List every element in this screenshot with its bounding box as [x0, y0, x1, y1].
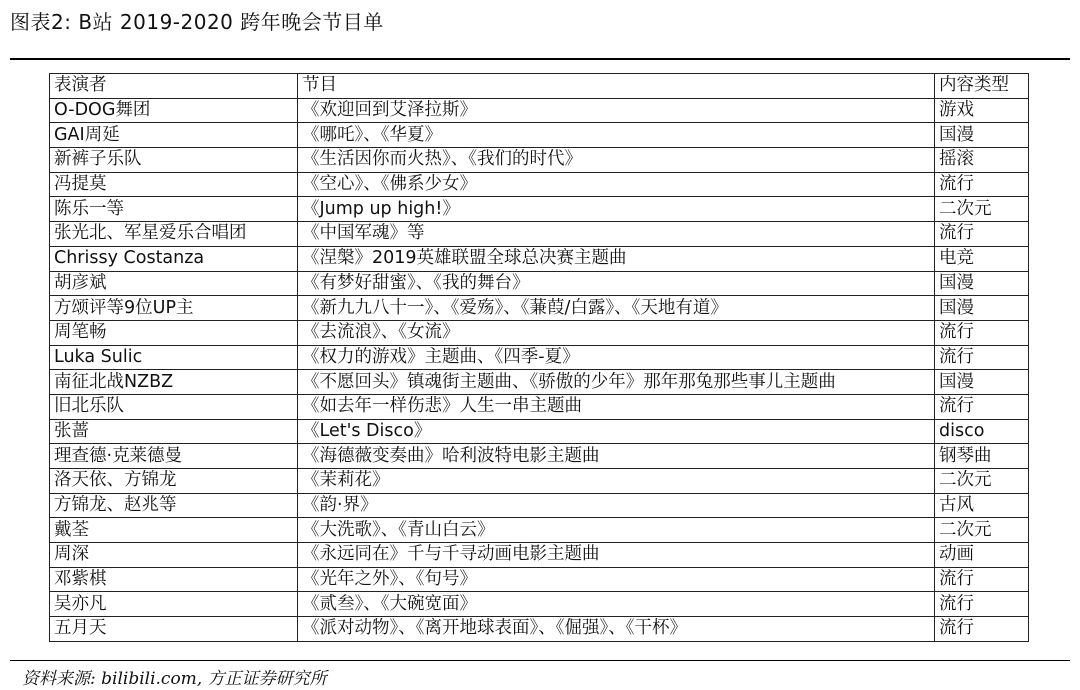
cell-performer: 旧北乐队: [50, 394, 298, 419]
cell-program: 《新九九八十一》、《爱殇》、《蒹葭/白露》、《天地有道》: [298, 296, 935, 321]
cell-program: 《有梦好甜蜜》、《我的舞台》: [298, 271, 935, 296]
cell-content-type: 流行: [935, 394, 1029, 419]
cell-content-type: 古风: [935, 493, 1029, 518]
cell-performer: 吴亦凡: [50, 592, 298, 617]
cell-performer: 邓紫棋: [50, 567, 298, 592]
cell-content-type: 流行: [935, 320, 1029, 345]
cell-content-type: 流行: [935, 592, 1029, 617]
cell-content-type: 摇滚: [935, 148, 1029, 173]
top-divider: [10, 58, 1070, 60]
cell-content-type: 流行: [935, 222, 1029, 247]
cell-program: 《光年之外》、《句号》: [298, 567, 935, 592]
cell-program: 《涅槃》2019英雄联盟全球总决赛主题曲: [298, 246, 935, 271]
cell-content-type: 动画: [935, 543, 1029, 568]
cell-content-type: disco: [935, 419, 1029, 444]
cell-content-type: 国漫: [935, 296, 1029, 321]
cell-performer: 周笔畅: [50, 320, 298, 345]
cell-performer: O-DOG舞团: [50, 98, 298, 123]
table-row: [50, 222, 1029, 247]
table-row: [50, 197, 1029, 222]
header-program: 节目: [298, 74, 935, 99]
source-note: 资料来源: bilibili.com, 方正证券研究所: [22, 669, 327, 689]
cell-program: 《贰叁》、《大碗宽面》: [298, 592, 935, 617]
cell-performer: 胡彦斌: [50, 271, 298, 296]
cell-program: 《生活因你而火热》、《我们的时代》: [298, 148, 935, 173]
cell-program: 《哪吒》、《华夏》: [298, 123, 935, 148]
cell-performer: 张光北、军星爱乐合唱团: [50, 222, 298, 247]
cell-performer: GAI周延: [50, 123, 298, 148]
table-header-row: [50, 74, 1029, 99]
cell-performer: Chrissy Costanza: [50, 246, 298, 271]
program-table-container: [49, 73, 1028, 642]
cell-content-type: 流行: [935, 345, 1029, 370]
table-row: [50, 493, 1029, 518]
table-row: [50, 296, 1029, 321]
cell-content-type: 流行: [935, 567, 1029, 592]
cell-content-type: 流行: [935, 617, 1029, 642]
table-row: [50, 592, 1029, 617]
table-row: [50, 148, 1029, 173]
cell-program: 《茉莉花》: [298, 469, 935, 494]
cell-content-type: 游戏: [935, 98, 1029, 123]
cell-performer: 南征北战NZBZ: [50, 370, 298, 395]
cell-performer: 理查德·克莱德曼: [50, 444, 298, 469]
table-row: [50, 320, 1029, 345]
table-row: [50, 246, 1029, 271]
cell-performer: 五月天: [50, 617, 298, 642]
cell-program: 《派对动物》、《离开地球表面》、《倔强》、《干杯》: [298, 617, 935, 642]
cell-performer: 陈乐一等: [50, 197, 298, 222]
cell-program: 《海德薇变奏曲》哈利波特电影主题曲: [298, 444, 935, 469]
table-row: [50, 419, 1029, 444]
cell-program: 《永远同在》千与千寻动画电影主题曲: [298, 543, 935, 568]
cell-content-type: 流行: [935, 172, 1029, 197]
cell-performer: 戴荃: [50, 518, 298, 543]
program-table: [49, 73, 1029, 642]
cell-performer: Luka Sulic: [50, 345, 298, 370]
figure-caption: 图表2: B站 2019-2020 跨年晚会节目单: [10, 10, 384, 34]
cell-program: 《中国军魂》等: [298, 222, 935, 247]
cell-program: 《欢迎回到艾泽拉斯》: [298, 98, 935, 123]
table-row: [50, 370, 1029, 395]
table-row: [50, 123, 1029, 148]
cell-performer: 冯提莫: [50, 172, 298, 197]
table-row: [50, 567, 1029, 592]
cell-performer: 洛天依、方锦龙: [50, 469, 298, 494]
table-row: [50, 617, 1029, 642]
table-row: [50, 394, 1029, 419]
cell-performer: 张蔷: [50, 419, 298, 444]
header-content-type: 内容类型: [935, 74, 1029, 99]
cell-content-type: 二次元: [935, 197, 1029, 222]
cell-content-type: 国漫: [935, 370, 1029, 395]
cell-content-type: 电竞: [935, 246, 1029, 271]
table-row: [50, 469, 1029, 494]
table-row: [50, 444, 1029, 469]
table-row: [50, 98, 1029, 123]
table-row: [50, 345, 1029, 370]
cell-performer: 新裤子乐队: [50, 148, 298, 173]
table-body: [50, 98, 1029, 641]
cell-program: 《不愿回头》镇魂街主题曲、《骄傲的少年》那年那兔那些事儿主题曲: [298, 370, 935, 395]
cell-performer: 方颂评等9位UP主: [50, 296, 298, 321]
cell-content-type: 二次元: [935, 469, 1029, 494]
table-row: [50, 172, 1029, 197]
cell-content-type: 国漫: [935, 271, 1029, 296]
cell-content-type: 钢琴曲: [935, 444, 1029, 469]
cell-program: 《Let's Disco》: [298, 419, 935, 444]
cell-program: 《韵·界》: [298, 493, 935, 518]
cell-program: 《Jump up high!》: [298, 197, 935, 222]
cell-content-type: 二次元: [935, 518, 1029, 543]
cell-content-type: 国漫: [935, 123, 1029, 148]
table-row: [50, 271, 1029, 296]
cell-program: 《去流浪》、《女流》: [298, 320, 935, 345]
header-performer: 表演者: [50, 74, 298, 99]
table-row: [50, 518, 1029, 543]
bottom-divider: [10, 660, 1070, 661]
table-row: [50, 543, 1029, 568]
cell-program: 《如去年一样伤悲》人生一串主题曲: [298, 394, 935, 419]
cell-program: 《空心》、《佛系少女》: [298, 172, 935, 197]
cell-performer: 周深: [50, 543, 298, 568]
cell-program: 《大洗歌》、《青山白云》: [298, 518, 935, 543]
cell-performer: 方锦龙、赵兆等: [50, 493, 298, 518]
cell-program: 《权力的游戏》主题曲、《四季-夏》: [298, 345, 935, 370]
